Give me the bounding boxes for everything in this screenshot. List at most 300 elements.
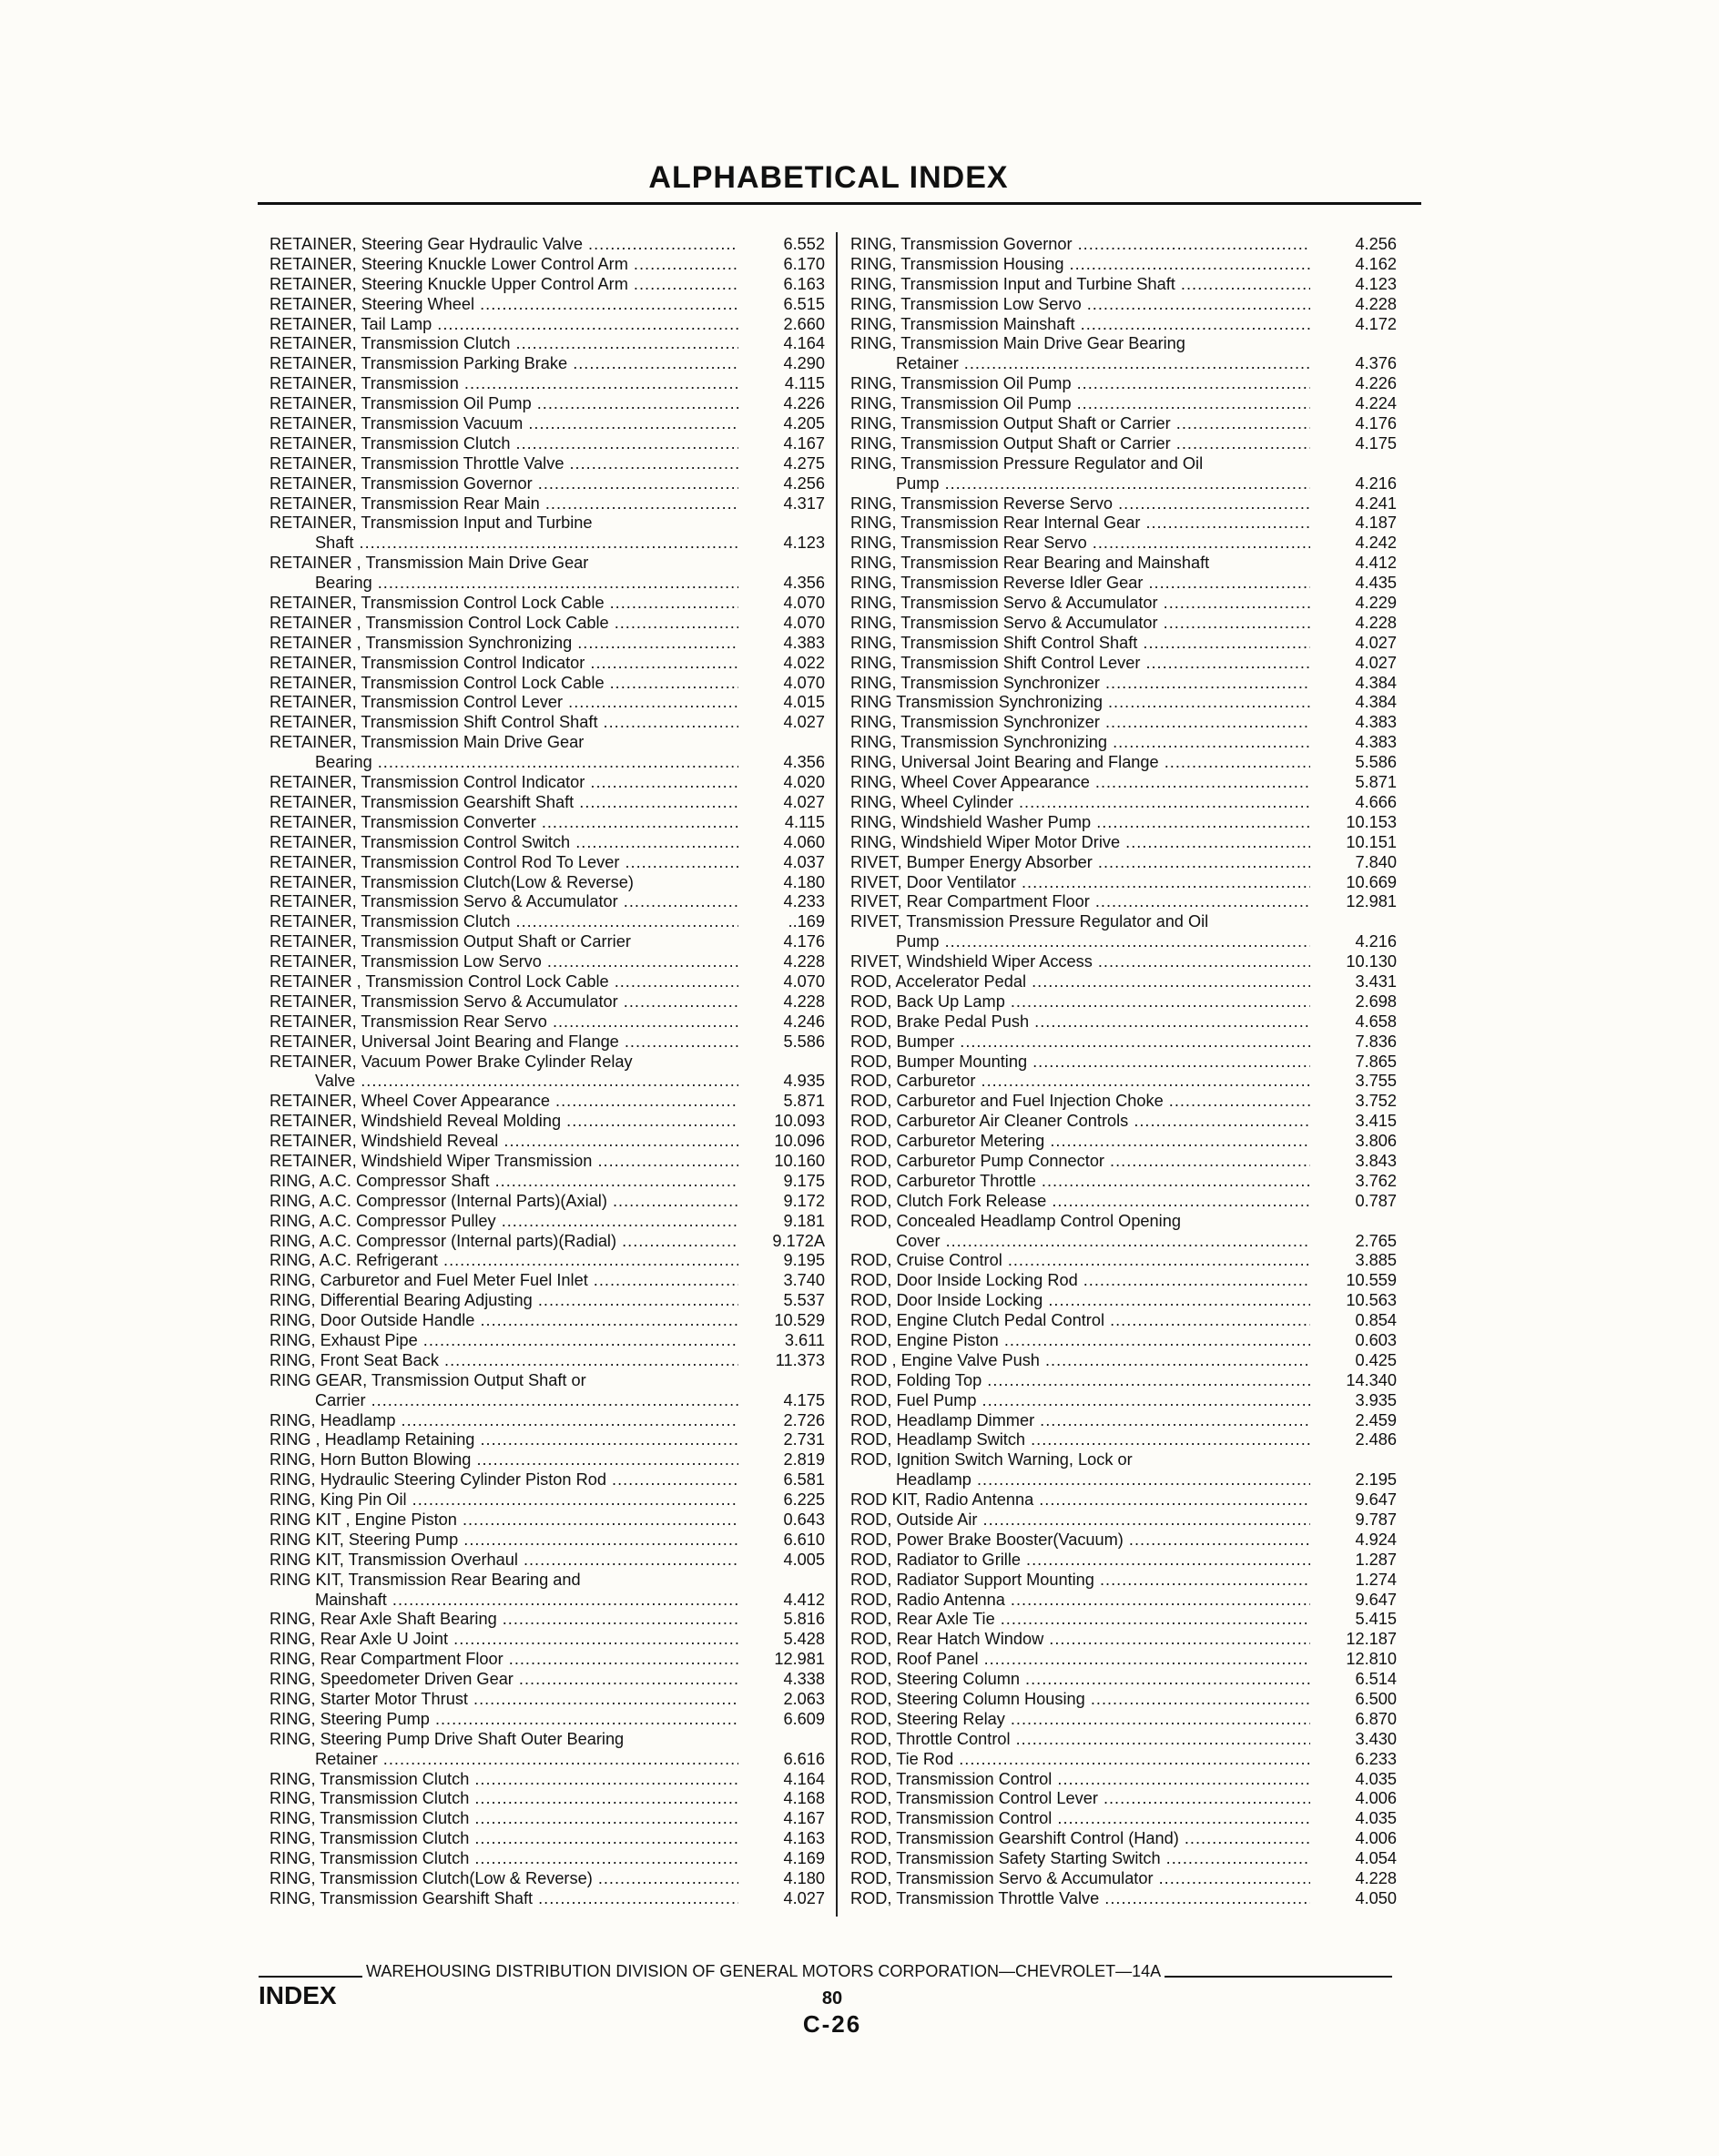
index-entry-name: ROD, Headlamp Switch ..... <box>850 1430 1310 1450</box>
index-entry-name: Valve ..... <box>270 1072 738 1092</box>
index-entry-page: 4.412 <box>783 1590 825 1609</box>
index-entry <box>270 1072 825 1092</box>
index-entry <box>270 693 825 713</box>
index-entry-name: RING, Windshield Wiper Motor Drive ..... <box>850 833 1310 853</box>
index-entry-name: RETAINER , Transmission Synchronizing ..... <box>270 634 738 654</box>
index-entry <box>850 1610 1397 1630</box>
index-entry-page: 4.006 <box>1355 1829 1397 1848</box>
index-entry-name: Cover ..... <box>850 1232 1310 1252</box>
index-entry-page: 2.731 <box>783 1430 825 1449</box>
index-entry <box>850 1212 1397 1232</box>
index-entry <box>850 1411 1397 1431</box>
index-entry-name: RETAINER , Transmission Main Drive Gear <box>270 554 589 573</box>
index-entry-page: 4.935 <box>783 1072 825 1091</box>
index-entry-name: Mainshaft ..... <box>270 1591 738 1611</box>
index-entry-page: 3.431 <box>1355 971 1397 991</box>
index-entry-name: RING, Carburetor and Fuel Meter Fuel Inlet ..... <box>270 1271 738 1291</box>
index-entry <box>850 733 1397 753</box>
index-entry-page: 3.762 <box>1355 1171 1397 1190</box>
index-entry-name: ROD, Carburetor Throttle ..... <box>850 1172 1310 1192</box>
index-entry-page: 9.175 <box>783 1171 825 1190</box>
index-entry <box>850 1849 1397 1869</box>
index-entry-name: RING, Transmission Clutch ..... <box>270 1770 738 1790</box>
index-entry <box>270 634 825 654</box>
index-entry-page: 10.669 <box>1346 872 1397 891</box>
index-entry-name: ROD, Tie Rod ..... <box>850 1750 1310 1770</box>
index-entry-name: RETAINER, Transmission Input and Turbine <box>270 514 593 533</box>
index-entry-name: RING, Transmission Rear Servo ..... <box>850 534 1310 554</box>
index-entry <box>270 1510 825 1531</box>
index-entry-name: RETAINER, Transmission Clutch ..... <box>270 434 738 454</box>
index-entry-name: RIVET, Door Ventilator ..... <box>850 873 1310 893</box>
footer-rule-left <box>259 1976 362 1978</box>
index-entry <box>270 1770 825 1790</box>
column-divider <box>836 232 838 1917</box>
index-entry <box>270 1152 825 1172</box>
index-entry-page: 4.168 <box>783 1789 825 1808</box>
index-entry-page: 5.816 <box>783 1610 825 1629</box>
index-entry-page: 1.287 <box>1355 1550 1397 1569</box>
index-entry-page: 4.015 <box>783 693 825 712</box>
index-entry <box>270 1490 825 1510</box>
index-entry-page: 4.164 <box>783 334 825 353</box>
index-entry-name: Shaft ..... <box>270 534 738 554</box>
index-entry-name: ROD, Radio Antenna ..... <box>850 1591 1310 1611</box>
index-entry <box>850 1172 1397 1192</box>
index-entry-name: ROD, Transmission Safety Starting Switch ..... <box>850 1849 1310 1869</box>
index-entry <box>850 1650 1397 1670</box>
index-entry <box>850 1630 1397 1650</box>
index-entry-page: 4.115 <box>784 374 825 393</box>
index-entry-name: RING, Wheel Cover Appearance ..... <box>850 773 1310 793</box>
index-entry <box>270 1132 825 1152</box>
index-entry <box>270 1690 825 1710</box>
index-entry <box>850 952 1397 972</box>
index-entry <box>270 1032 825 1053</box>
index-entry <box>270 793 825 813</box>
index-entry-name: ROD, Transmission Control Lever ..... <box>850 1789 1310 1809</box>
index-entry-page: 4.050 <box>1355 1888 1397 1907</box>
index-entry-page: 2.195 <box>1355 1470 1397 1490</box>
index-entry <box>850 813 1397 833</box>
index-entry-page: 6.170 <box>783 254 825 273</box>
index-entry-page: 2.486 <box>1355 1430 1397 1449</box>
index-entry-name: ROD, Power Brake Booster(Vacuum) ..... <box>850 1531 1310 1551</box>
index-entry-name: RING, Transmission Servo & Accumulator ..... <box>850 594 1310 614</box>
index-entry <box>270 235 825 255</box>
index-entry-page: 12.981 <box>774 1650 825 1669</box>
index-entry-name: RETAINER, Transmission Control Rod To Lever ..... <box>270 853 738 873</box>
index-entry-page: 4.435 <box>1355 574 1397 593</box>
index-entry <box>270 614 825 634</box>
index-entry <box>850 315 1397 335</box>
index-entry-page: 6.870 <box>1355 1709 1397 1728</box>
index-entry-name: RETAINER, Transmission ..... <box>270 374 738 394</box>
index-entry-page: 4.070 <box>783 613 825 632</box>
index-entry-page: 4.226 <box>1355 374 1397 393</box>
index-entry <box>270 952 825 972</box>
index-entry-name: RETAINER, Universal Joint Bearing and Flange ..... <box>270 1032 738 1053</box>
index-entry <box>270 315 825 335</box>
index-entry-page: 4.070 <box>783 673 825 692</box>
index-entry <box>850 1430 1397 1450</box>
index-entry <box>850 394 1397 414</box>
index-entry <box>270 275 825 295</box>
index-entry-name: RING, Transmission Clutch ..... <box>270 1789 738 1809</box>
index-entry <box>850 1809 1397 1829</box>
index-column-left <box>270 235 825 1909</box>
index-entry <box>270 992 825 1012</box>
index-entry <box>850 614 1397 634</box>
index-entry <box>850 1012 1397 1032</box>
index-entry-name: RETAINER, Steering Wheel ..... <box>270 295 738 315</box>
index-entry-name: RING, Transmission Pressure Regulator and Oil <box>850 453 1204 473</box>
index-entry-page: 4.228 <box>1355 1869 1397 1888</box>
index-entry <box>270 394 825 414</box>
index-entry-page: 6.233 <box>1355 1749 1397 1768</box>
index-entry-page: 10.559 <box>1346 1271 1397 1290</box>
index-entry-page: 4.070 <box>783 594 825 613</box>
index-entry <box>270 374 825 394</box>
index-entry-page: 2.819 <box>783 1450 825 1470</box>
index-entry-page: 9.195 <box>783 1251 825 1270</box>
index-entry-page: 4.383 <box>1355 733 1397 752</box>
index-entry-name: RIVET, Windshield Wiper Access ..... <box>850 952 1310 972</box>
index-entry <box>850 932 1397 952</box>
index-entry-name: RING, Transmission Synchronizer ..... <box>850 674 1310 694</box>
index-entry-page: 6.515 <box>783 294 825 313</box>
index-entry-page: 4.115 <box>784 812 825 831</box>
index-column-right <box>850 235 1397 1909</box>
index-entry-page: 0.787 <box>1355 1191 1397 1210</box>
index-entry-name: ROD, Carburetor Pump Connector ..... <box>850 1152 1310 1172</box>
index-entry-name: ROD, Door Inside Locking ..... <box>850 1291 1310 1311</box>
index-entry-name: RING, A.C. Refrigerant ..... <box>270 1251 738 1271</box>
index-entry-name: RING KIT, Steering Pump ..... <box>270 1531 738 1551</box>
index-entry-page: 3.755 <box>1355 1072 1397 1091</box>
index-entry-name: RETAINER, Transmission Control Switch ..... <box>270 833 738 853</box>
index-entry-page: 2.063 <box>783 1690 825 1709</box>
index-entry-name: RING, Horn Button Blowing ..... <box>270 1450 738 1470</box>
index-entry <box>850 634 1397 654</box>
index-entry-page: 10.563 <box>1346 1291 1397 1310</box>
index-entry <box>850 992 1397 1012</box>
index-entry <box>850 753 1397 773</box>
index-entry-page: 4.229 <box>1355 594 1397 613</box>
index-entry-page: 4.022 <box>783 653 825 672</box>
index-entry-page: 5.871 <box>783 1092 825 1111</box>
index-entry-name: RING, A.C. Compressor (Internal parts)(Radial) ..... <box>270 1232 738 1252</box>
index-entry-page: 9.172A <box>772 1231 825 1250</box>
index-entry-page: 6.609 <box>783 1709 825 1728</box>
index-entry-name: RETAINER, Transmission Clutch ..... <box>270 912 738 932</box>
index-entry-name: RING, Transmission Servo & Accumulator ..... <box>850 614 1310 634</box>
index-entry <box>850 1730 1397 1750</box>
index-entry-page: 4.027 <box>1355 633 1397 652</box>
index-entry-page: 5.871 <box>1355 773 1397 792</box>
index-entry-name: RING, Transmission Governor ..... <box>850 235 1310 255</box>
index-entry <box>850 594 1397 614</box>
index-entry-name: ROD, Outside Air ..... <box>850 1510 1310 1531</box>
index-entry <box>270 813 825 833</box>
index-entry-page: 4.169 <box>783 1849 825 1868</box>
index-entry <box>270 1531 825 1551</box>
index-entry <box>850 1192 1397 1212</box>
index-entry-name: ROD, Transmission Control ..... <box>850 1770 1310 1790</box>
index-entry <box>850 1291 1397 1311</box>
index-entry-page: 4.037 <box>783 852 825 871</box>
index-entry-page: 4.060 <box>783 832 825 851</box>
index-entry-name: RING, Front Seat Back ..... <box>270 1351 738 1371</box>
index-entry <box>270 1430 825 1450</box>
index-entry-page: 4.376 <box>1355 354 1397 373</box>
index-entry-page: 9.181 <box>783 1211 825 1230</box>
index-entry-page: 4.123 <box>1355 274 1397 293</box>
index-entry-name: RETAINER, Transmission Control Indicator ..... <box>270 773 738 793</box>
index-entry <box>850 1112 1397 1132</box>
index-entry-name: RETAINER, Transmission Rear Main ..... <box>270 494 738 514</box>
index-entry <box>850 434 1397 454</box>
index-entry-name: RING, Steering Pump ..... <box>270 1710 738 1730</box>
index-entry <box>270 1789 825 1809</box>
index-entry-name: RING, Transmission Clutch ..... <box>270 1809 738 1829</box>
index-entry <box>270 354 825 374</box>
index-entry <box>850 1470 1397 1490</box>
index-entry-name: RETAINER, Transmission Gearshift Shaft ..... <box>270 793 738 813</box>
index-entry-name: ROD, Steering Relay ..... <box>850 1710 1310 1730</box>
index-entry-page: 4.356 <box>783 574 825 593</box>
index-entry <box>270 853 825 873</box>
index-entry-name: ROD, Throttle Control ..... <box>850 1730 1310 1750</box>
index-entry-page: 4.241 <box>1355 493 1397 513</box>
index-entry-name: RING, Speedometer Driven Gear ..... <box>270 1670 738 1690</box>
index-entry <box>850 1311 1397 1331</box>
index-entry <box>850 514 1397 534</box>
index-entry-page: ..169 <box>788 912 825 931</box>
index-entry <box>270 1470 825 1490</box>
index-entry-name: RING, Transmission Mainshaft ..... <box>850 315 1310 335</box>
index-entry <box>270 1591 825 1611</box>
index-entry-name: ROD, Transmission Servo & Accumulator ..... <box>850 1869 1310 1889</box>
index-entry-page: 4.228 <box>783 952 825 971</box>
index-entry-page: 4.176 <box>783 932 825 951</box>
index-entry <box>270 1670 825 1690</box>
index-entry-name: RETAINER, Windshield Wiper Transmission ..... <box>270 1152 738 1172</box>
index-entry <box>850 853 1397 873</box>
index-entry-name: RING, Exhaust Pipe ..... <box>270 1331 738 1351</box>
index-entry-name: RING, Transmission Oil Pump ..... <box>850 394 1310 414</box>
index-entry <box>270 1710 825 1730</box>
index-entry-page: 4.256 <box>783 473 825 493</box>
index-entry-page: 4.027 <box>1355 653 1397 672</box>
index-entry-page: 6.225 <box>783 1490 825 1510</box>
index-entry <box>270 334 825 354</box>
index-entry-page: 4.658 <box>1355 1012 1397 1031</box>
index-entry <box>270 1271 825 1291</box>
index-entry <box>850 1551 1397 1571</box>
index-entry-name: RETAINER , Transmission Control Lock Cable ..... <box>270 614 738 634</box>
index-entry-name: RETAINER, Transmission Control Lever ..... <box>270 693 738 713</box>
index-entry-page: 4.224 <box>1355 394 1397 413</box>
index-entry <box>850 574 1397 594</box>
index-entry <box>270 1053 825 1073</box>
index-entry-page: 4.163 <box>783 1829 825 1848</box>
index-entry-name: RETAINER, Steering Gear Hydraulic Valve ..... <box>270 235 738 255</box>
index-entry-name: Bearing ..... <box>270 574 738 594</box>
index-entry-name: RING, Transmission Synchronizing ..... <box>850 733 1310 753</box>
index-entry <box>270 1172 825 1192</box>
index-entry-page: 2.459 <box>1355 1410 1397 1429</box>
index-entry-name: RETAINER, Steering Knuckle Lower Control Arm ..... <box>270 255 738 275</box>
index-entry-name: RING , Headlamp Retaining ..... <box>270 1430 738 1450</box>
index-entry <box>270 1610 825 1630</box>
index-entry <box>850 1571 1397 1591</box>
index-entry-name: RETAINER, Transmission Servo & Accumulator ..... <box>270 992 738 1012</box>
index-entry <box>850 1750 1397 1770</box>
index-entry-page: 6.581 <box>783 1470 825 1490</box>
index-entry-page: 11.373 <box>775 1350 825 1369</box>
index-entry <box>270 1450 825 1470</box>
index-entry-page: 10.151 <box>1346 832 1397 851</box>
index-entry-page: 5.415 <box>1355 1610 1397 1629</box>
index-entry-name: RETAINER, Tail Lamp ..... <box>270 315 738 335</box>
index-entry <box>850 892 1397 912</box>
index-entry <box>850 1789 1397 1809</box>
index-entry-page: 5.428 <box>783 1630 825 1649</box>
index-entry-name: ROD, Rear Axle Tie ..... <box>850 1610 1310 1630</box>
index-entry-name: ROD, Engine Clutch Pedal Control ..... <box>850 1311 1310 1331</box>
index-entry <box>850 1132 1397 1152</box>
index-entry-page: 12.187 <box>1346 1630 1397 1649</box>
index-entry-page: 4.167 <box>783 433 825 453</box>
index-entry <box>850 1053 1397 1073</box>
index-entry-page: 4.384 <box>1355 673 1397 692</box>
index-entry-name: RING, Door Outside Handle ..... <box>270 1311 738 1331</box>
index-entry <box>850 972 1397 992</box>
index-entry <box>270 414 825 434</box>
index-entry <box>270 1391 825 1411</box>
index-entry-page: 4.027 <box>783 792 825 811</box>
index-entry-page: 6.552 <box>783 235 825 253</box>
index-entry-name: ROD, Carburetor Metering ..... <box>850 1132 1310 1152</box>
index-entry <box>850 534 1397 554</box>
index-entry <box>850 414 1397 434</box>
index-entry-page: 4.027 <box>783 713 825 732</box>
index-entry-page: 4.175 <box>783 1390 825 1409</box>
index-entry-name: ROD, Door Inside Locking Rod ..... <box>850 1271 1310 1291</box>
index-entry <box>850 1391 1397 1411</box>
index-entry <box>850 833 1397 853</box>
index-entry <box>270 574 825 594</box>
index-entry-name: RING, A.C. Compressor (Internal Parts)(Axial) ..... <box>270 1192 738 1212</box>
index-entry-name: RING GEAR, Transmission Output Shaft or <box>270 1370 586 1389</box>
index-entry <box>850 1770 1397 1790</box>
index-entry-name: RETAINER, Transmission Servo & Accumulator ..... <box>270 892 738 912</box>
index-entry-page: 9.647 <box>1355 1590 1397 1609</box>
index-entry <box>850 1450 1397 1470</box>
index-entry-name: RETAINER, Windshield Reveal ..... <box>270 1132 738 1152</box>
index-entry <box>850 334 1397 354</box>
index-entry-name: ROD, Carburetor ..... <box>850 1072 1310 1092</box>
index-entry-name: ROD, Back Up Lamp ..... <box>850 992 1310 1012</box>
index-entry-name: RING, Transmission Clutch ..... <box>270 1829 738 1849</box>
index-entry <box>270 873 825 893</box>
index-entry <box>850 654 1397 674</box>
index-entry-name: RING, Transmission Shift Control Shaft ..... <box>850 634 1310 654</box>
index-entry-page: 4.384 <box>1355 693 1397 712</box>
index-entry <box>850 1251 1397 1271</box>
index-entry-name: ROD, Steering Column Housing ..... <box>850 1690 1310 1710</box>
index-entry-page: 4.242 <box>1355 534 1397 553</box>
index-entry-name: ROD, Rear Hatch Window ..... <box>850 1630 1310 1650</box>
index-entry <box>850 1072 1397 1092</box>
index-entry-name: RING, Transmission Housing ..... <box>850 255 1310 275</box>
index-entry-name: RING, Transmission Low Servo ..... <box>850 295 1310 315</box>
index-entry <box>850 912 1397 932</box>
index-entry-page: 4.216 <box>1355 932 1397 951</box>
index-entry <box>270 295 825 315</box>
index-entry <box>270 932 825 952</box>
index-entry <box>270 1291 825 1311</box>
index-entry-page: 6.500 <box>1355 1690 1397 1709</box>
index-entry-page: 4.383 <box>1355 713 1397 732</box>
index-entry-page: 4.054 <box>1355 1849 1397 1868</box>
index-entry-page: 4.290 <box>783 354 825 373</box>
index-entry <box>270 1212 825 1232</box>
index-entry-page: 10.529 <box>774 1311 825 1330</box>
index-entry-page: 0.643 <box>783 1510 825 1529</box>
index-entry <box>270 594 825 614</box>
index-entry-page: 2.726 <box>783 1410 825 1429</box>
index-entry <box>850 1351 1397 1371</box>
index-entry-page: 7.865 <box>1355 1052 1397 1071</box>
index-entry-page: 4.275 <box>783 453 825 473</box>
index-entry <box>270 892 825 912</box>
index-entry <box>850 1371 1397 1391</box>
index-entry-name: RING KIT , Engine Piston ..... <box>270 1510 738 1531</box>
index-entry-name: RING, Transmission Reverse Idler Gear ..... <box>850 574 1310 594</box>
index-entry <box>270 1411 825 1431</box>
index-entry <box>850 1531 1397 1551</box>
index-entry <box>850 1829 1397 1849</box>
index-entry-name: RING, Hydraulic Steering Cylinder Piston Rod ..... <box>270 1470 738 1490</box>
index-entry-page: 5.537 <box>783 1291 825 1310</box>
title-rule <box>258 202 1421 205</box>
index-entry <box>270 1092 825 1112</box>
index-entry-name: RING, King Pin Oil ..... <box>270 1490 738 1510</box>
index-entry-page: 4.006 <box>1355 1789 1397 1808</box>
index-entry-page: 4.164 <box>783 1769 825 1788</box>
index-entry-name: RING, Transmission Gearshift Shaft ..... <box>270 1889 738 1909</box>
index-entry <box>850 494 1397 514</box>
index-entry <box>270 1311 825 1331</box>
index-entry-name: RING, Transmission Oil Pump ..... <box>850 374 1310 394</box>
index-entry-page: 4.180 <box>783 872 825 891</box>
index-entry-page: 4.005 <box>783 1550 825 1569</box>
index-entry <box>270 255 825 275</box>
index-entry-name: ROD, Transmission Throttle Valve ..... <box>850 1889 1310 1909</box>
index-entry-name: RING, Transmission Main Drive Gear Bearing <box>850 334 1185 353</box>
index-entry <box>270 912 825 932</box>
index-entry-name: Pump ..... <box>850 474 1310 494</box>
index-entry <box>270 1331 825 1351</box>
index-entry <box>850 275 1397 295</box>
index-entry-page: 4.035 <box>1355 1769 1397 1788</box>
index-entry <box>270 674 825 694</box>
index-entry <box>850 1331 1397 1351</box>
index-entry-name: ROD, Cruise Control ..... <box>850 1251 1310 1271</box>
index-entry-name: RETAINER, Transmission Control Lock Cable ..... <box>270 594 738 614</box>
